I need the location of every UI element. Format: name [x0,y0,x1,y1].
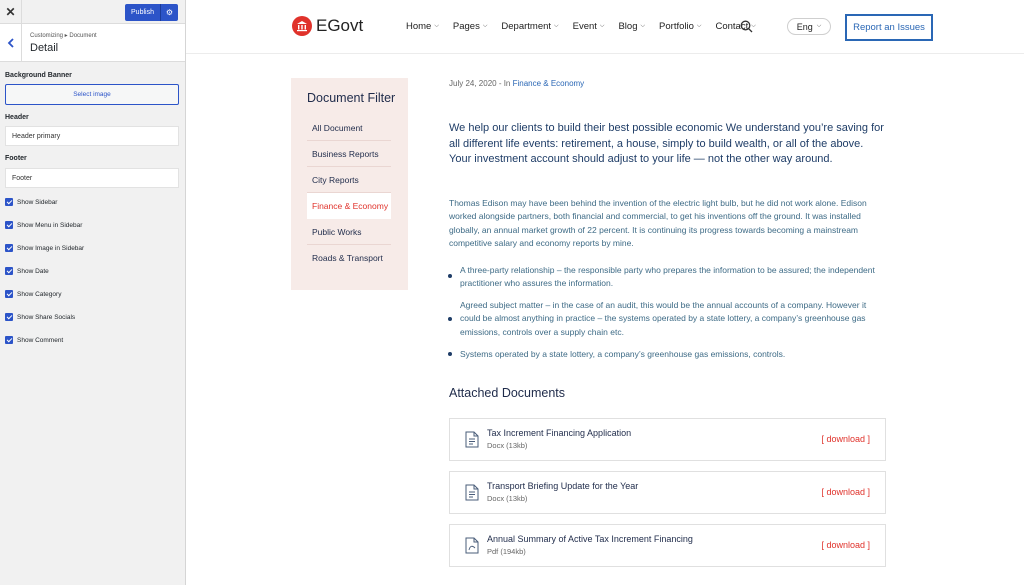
report-issue-button[interactable]: Report an Issues [845,14,933,41]
document-name[interactable]: Transport Briefing Update for the Year [487,481,639,491]
breadcrumb: Customizing ▸ Document [30,33,97,39]
post-meta [449,79,584,88]
chevron-down-icon: ⌵ [640,23,646,29]
chevron-down-icon: ⌵ [434,23,439,29]
footer-label: Footer [5,155,27,162]
checkbox-checked-icon[interactable] [5,244,13,252]
publish-button[interactable] [125,4,178,21]
close-icon[interactable]: ✕ [0,0,22,24]
document-card [449,418,886,461]
government-building-icon [292,16,312,36]
header-label: Header [5,114,29,121]
download-link[interactable]: [ download ] [821,487,870,497]
document-meta: Pdf (194kb) [487,547,526,556]
checkbox-checked-icon[interactable] [5,198,13,206]
filter-item-public-works[interactable]: Public Works [307,219,391,245]
section-title: Detail [30,42,59,54]
nav-item-event[interactable] [573,21,605,32]
show-sidebar-checkbox[interactable] [5,198,57,206]
background-banner-label: Background Banner [5,72,72,79]
logo-text[interactable]: EGovt [316,16,364,35]
document-filter [291,78,408,290]
checkbox-checked-icon[interactable] [5,267,13,275]
download-link[interactable]: [ download ] [821,434,870,444]
nav-label[interactable]: Pages [452,21,480,32]
nav-item-home[interactable] [406,21,439,32]
filter-title: Document Filter [307,91,396,105]
filter-item-all-document[interactable]: All Document [307,115,391,141]
site-logo[interactable] [292,16,363,36]
chevron-down-icon: ⌵ [599,23,605,29]
post-category-link[interactable]: Finance & Economy [512,79,585,88]
pdf-file-icon [465,537,479,554]
document-name[interactable]: Annual Summary of Active Tax Increment Financing [487,534,693,544]
checkbox-label: Show Image in Sidebar [17,244,85,252]
lead-paragraph: We help our clients to build their best possible economic We understand you’re saving for all different life events: retirement, a house, simply to build wealth, or all of the above. Your investment account should adjust to your life — not the other way around. [449,122,884,165]
chevron-down-icon: ⌵ [816,23,822,29]
bullet-icon [448,274,452,278]
language-label[interactable]: Eng [796,21,813,32]
chevron-down-icon: ⌵ [696,23,702,29]
nav-item-department[interactable] [501,21,558,32]
document-meta: Docx (13kb) [487,441,528,450]
document-meta: Docx (13kb) [487,494,528,503]
filter-item-roads-transport[interactable]: Roads & Transport [312,253,383,263]
nav-label[interactable]: Blog [618,21,638,32]
footer-select[interactable]: Footer [5,168,179,188]
show-comment-checkbox[interactable] [5,336,63,344]
filter-item-finance-economy[interactable]: Finance & Economy [307,193,391,219]
chevron-down-icon: ⌵ [554,23,559,29]
checkbox-label: Show Category [17,290,62,298]
document-name[interactable]: Tax Increment Financing Application [487,428,632,438]
checkbox-checked-icon[interactable] [5,221,13,229]
list-item: A three-party relationship – the responsible party who prepares the information to be assured; the independent practitioner who assures the information. [460,265,875,289]
attached-documents-title: Attached Documents [449,386,566,400]
language-selector[interactable] [787,18,831,35]
checkbox-label: Show Share Socials [17,313,76,321]
filter-item-city-reports[interactable]: City Reports [307,167,391,193]
nav-label[interactable]: Home [406,21,432,32]
gear-icon[interactable]: ⚙ [160,4,178,21]
customizer-panel [0,0,186,585]
download-link[interactable]: [ download ] [821,540,870,550]
nav-label[interactable]: Contact [715,21,749,32]
show-category-checkbox[interactable] [5,290,61,298]
nav-item-blog[interactable] [618,21,645,32]
filter-item-business-reports[interactable]: Business Reports [307,141,391,167]
docx-file-icon [465,431,479,448]
nav-label[interactable]: Event [572,21,597,32]
checkbox-checked-icon[interactable] [5,290,13,298]
show-date-checkbox[interactable] [5,267,49,275]
document-card [449,524,886,567]
checkbox-label: Show Sidebar [17,198,58,206]
document-card [449,471,886,514]
header-select[interactable]: Header primary [5,126,179,146]
search-icon[interactable] [740,20,753,33]
nav-item-pages[interactable] [453,21,488,32]
show-menu-in-sidebar-checkbox[interactable] [5,221,82,229]
main-nav [406,21,770,32]
checkbox-label: Show Date [17,267,49,275]
bullet-icon [448,317,452,321]
publish-label[interactable]: Publish [131,9,154,16]
site-header [186,0,1024,54]
checkbox-checked-icon[interactable] [5,313,13,321]
show-share-socials-checkbox[interactable] [5,313,75,321]
customizer-section-header [0,24,185,62]
checkbox-checked-icon[interactable] [5,336,13,344]
checkbox-label: Show Menu in Sidebar [17,221,83,229]
nav-label[interactable]: Portfolio [659,21,694,32]
chevron-down-icon: ⌵ [482,23,488,29]
bullet-icon [448,352,452,356]
body-paragraph: Thomas Edison may have been behind the invention of the electric light bulb, but he did not work alone. Edison worked alongside partners, both financial and commercial, to get his inventions off the ground. It was installed globally, an annual market growth of 22 percent. It is continuing its progress towards becoming a mainstream competitive salary and economy reports by mine. [449,198,867,248]
show-image-in-sidebar-checkbox[interactable] [5,244,84,252]
docx-file-icon [465,484,479,501]
chevron-down-icon: ⌵ [751,23,756,29]
list-item: Agreed subject matter – in the case of an audit, this would be the annual accounts of a company. However it could be almost anything in practice – the systems operated by a state lottery, a company’s greenhouse gas emissions, controls over a supply chain etc. [460,300,867,337]
checkbox-label: Show Comment [17,336,64,344]
customizer-topbar [0,0,185,24]
nav-item-portfolio[interactable] [659,21,701,32]
list-item: Systems operated by a state lottery, a company’s greenhouse gas emissions, controls. [460,349,786,359]
chevron-left-icon[interactable] [0,24,22,62]
select-image-button[interactable]: Select image [5,84,179,105]
nav-label[interactable]: Department [501,21,552,32]
post-date: July 24, 2020 - In [449,79,513,88]
